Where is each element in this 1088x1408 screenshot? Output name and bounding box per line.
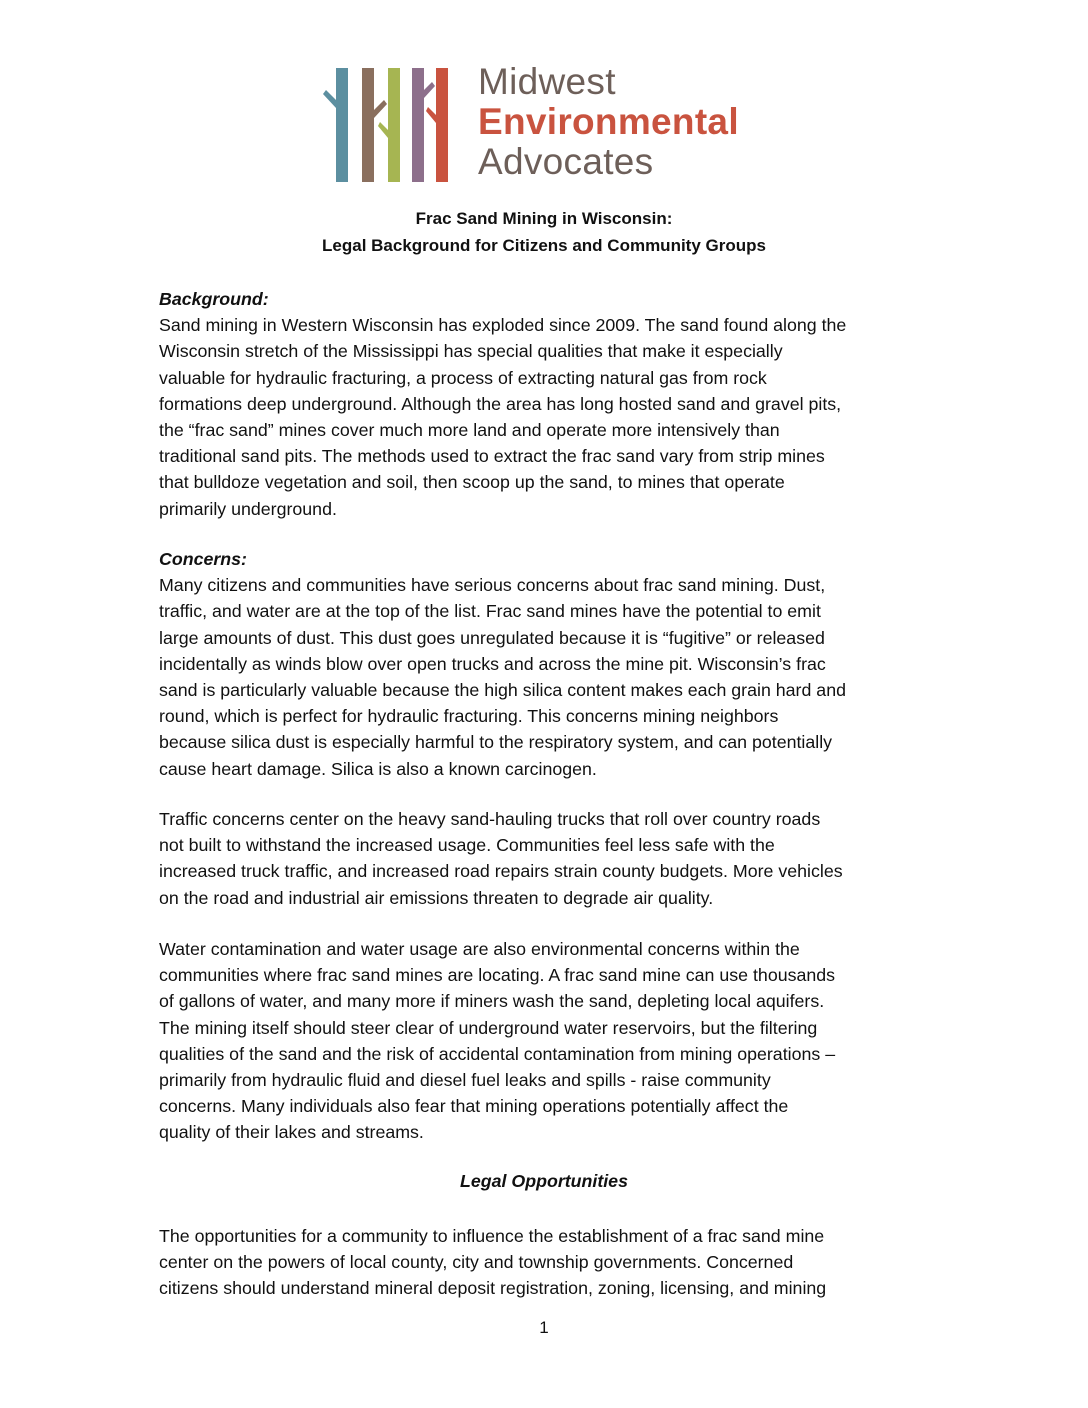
- paragraph-line: primarily from hydraulic fluid and diesel fuel leaks and spills - raise community: [159, 1070, 771, 1091]
- logo-line-3: Advocates: [478, 141, 654, 182]
- paragraph-line: because silica dust is especially harmful to the respiratory system, and can potentially: [159, 732, 833, 753]
- document-title: [0, 205, 1088, 259]
- traffic-paragraph: [159, 806, 919, 911]
- paragraph-line: Sand mining in Western Wisconsin has exploded since 2009. The sand found along the: [159, 315, 847, 336]
- title-line-1: Frac Sand Mining in Wisconsin:: [415, 209, 673, 228]
- paragraph-line: incidentally as winds blow over open trucks and across the mine pit. Wisconsin’s frac: [159, 653, 826, 674]
- paragraph-line: on the road and industrial air emissions threaten to degrade air quality.: [159, 887, 714, 908]
- paragraph-line: communities where frac sand mines are locating. A frac sand mine can use thousands: [159, 965, 836, 986]
- paragraph-line: citizens should understand mineral deposit registration, zoning, licensing, and mining: [159, 1278, 827, 1299]
- paragraph-line: traditional sand pits. The methods used to extract the frac sand vary from strip mines: [159, 446, 825, 467]
- paragraph-line: concerns. Many individuals also fear that mining operations potentially affect the: [159, 1096, 789, 1117]
- paragraph-line: that bulldoze vegetation and soil, then scoop up the sand, to mines that operate: [159, 472, 785, 493]
- legal-paragraph: [159, 1223, 919, 1302]
- paragraph-line: The opportunities for a community to influence the establishment of a frac sand mine: [159, 1226, 825, 1246]
- paragraph-line: cause heart damage. Silica is also a known carcinogen.: [159, 758, 597, 779]
- page-number: 1: [539, 1318, 549, 1337]
- logo-line-2: Environmental: [478, 101, 739, 142]
- paragraph-line: The mining itself should steer clear of underground water reservoirs, but the filtering: [159, 1017, 818, 1038]
- paragraph-line: formations deep underground. Although the area has long hosted sand and gravel pits,: [159, 393, 842, 414]
- background-heading: Background:: [159, 289, 269, 309]
- water-paragraph: [159, 936, 919, 1146]
- paragraph-line: not built to withstand the increased usage. Communities feel less safe with the: [159, 835, 775, 856]
- paragraph-line: Traffic concerns center on the heavy sand-hauling trucks that roll over country roads: [159, 809, 821, 829]
- logo-tree-icon: [318, 60, 468, 185]
- legal-opportunities-heading: Legal Opportunities: [460, 1171, 628, 1191]
- logo-line-1: Midwest: [478, 61, 616, 102]
- background-section: [159, 286, 919, 522]
- paragraph-line: large amounts of dust. This dust goes unregulated because it is “fugitive” or released: [159, 627, 825, 648]
- title-line-2: Legal Background for Citizens and Community Groups: [322, 236, 766, 255]
- paragraph-line: of gallons of water, and many more if miners wash the sand, depleting local aquifers.: [159, 991, 825, 1012]
- paragraph-line: Wisconsin stretch of the Mississippi has special qualities that make it especially: [159, 341, 783, 362]
- concerns-section: [159, 546, 919, 782]
- paragraph-line: sand is particularly valuable because the high silica content makes each grain hard and: [159, 680, 846, 701]
- paragraph-line: center on the powers of local county, city and township governments. Concerned: [159, 1252, 794, 1273]
- paragraph-line: traffic, and water are at the top of the list. Frac sand mines have the potential to emit: [159, 601, 821, 622]
- paragraph-line: Water contamination and water usage are also environmental concerns within the: [159, 939, 800, 959]
- paragraph-line: round, which is perfect for hydraulic fracturing. This concerns mining neighbors: [159, 706, 779, 727]
- paragraph-line: Many citizens and communities have serious concerns about frac sand mining. Dust,: [159, 575, 826, 596]
- paragraph-line: quality of their lakes and streams.: [159, 1122, 424, 1143]
- paragraph-line: increased truck traffic, and increased road repairs strain county budgets. More vehicles: [159, 861, 843, 882]
- paragraph-line: valuable for hydraulic fracturing, a process of extracting natural gas from rock: [159, 367, 767, 388]
- organization-logo: [318, 60, 768, 185]
- paragraph-line: qualities of the sand and the risk of accidental contamination from mining operations –: [159, 1043, 836, 1064]
- paragraph-line: the “frac sand” mines cover much more land and operate more intensively than: [159, 420, 780, 441]
- paragraph-line: primarily underground.: [159, 498, 337, 519]
- concerns-heading: Concerns:: [159, 549, 247, 569]
